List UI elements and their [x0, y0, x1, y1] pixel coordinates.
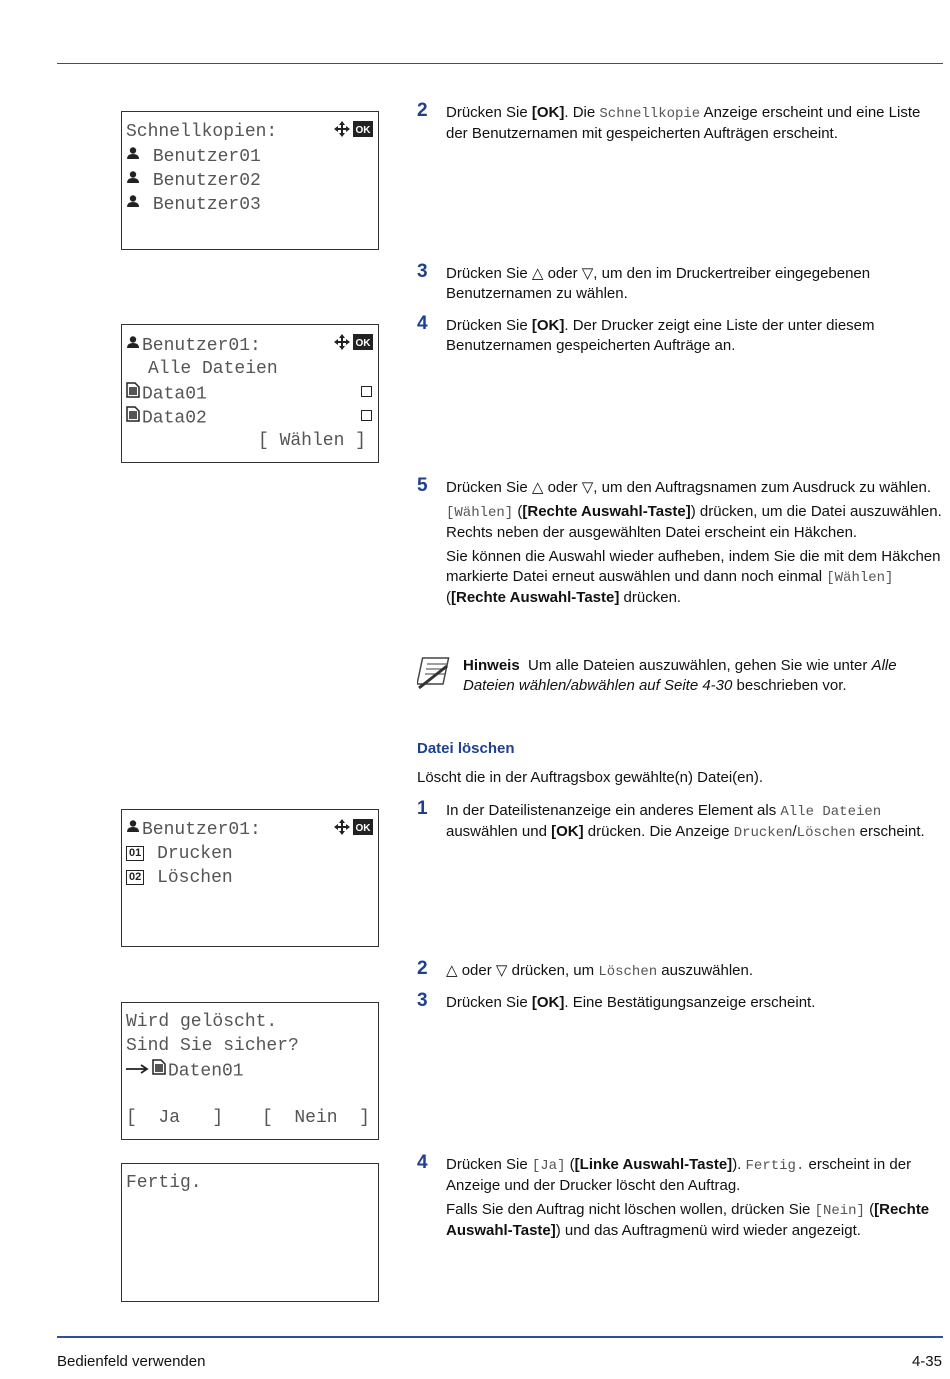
list-item: [126, 193, 261, 215]
file-name: Data02: [142, 408, 207, 429]
footer-section-title: Bedienfeld verwenden: [57, 1353, 206, 1370]
step-text: In der Dateilistenanzeige ein anderes Element als Alle Dateien auswählen und [OK] drücken. Die Anzeige Drucken/Löschen erscheint.: [446, 802, 925, 841]
step-paragraph: Falls Sie den Auftrag nicht löschen wollen, drücken Sie [Nein] ([Rechte Auswahl-Taste]) und das Auftragmenü wird wieder angezeigt.: [446, 1201, 930, 1239]
step-text: [446, 478, 942, 608]
step-text: [446, 1155, 942, 1241]
step-text: Drücken Sie △ oder ▽, um den im Druckertreiber eingegebenen Benutzernamen zu wählen.: [446, 265, 871, 302]
done-text: Fertig.: [126, 1173, 202, 1193]
step-number: 3: [417, 261, 428, 282]
all-files-item: Alle Dateien: [148, 359, 278, 379]
select-softkey: [ Wählen ]: [257, 431, 366, 451]
file-name: Data01: [142, 384, 207, 405]
document-icon: [152, 1059, 166, 1082]
document-icon: [126, 382, 140, 405]
yes-softkey: [ Ja ]: [126, 1108, 224, 1128]
menu-item-label: Drucken: [157, 844, 233, 864]
confirm-line-1: Wird gelöscht.: [126, 1012, 278, 1032]
menu-number-icon: 02: [126, 870, 144, 885]
step-paragraph: Drücken Sie [Ja] ([Linke Auswahl-Taste]). Fertig. erscheint in der Anzeige und der Drucker löscht den Auftrag.: [446, 1156, 912, 1194]
step-2-a: [417, 100, 942, 144]
list-item: [126, 169, 261, 191]
lcd-title: [126, 818, 261, 840]
step-paragraph: [Wählen] ([Rechte Auswahl-Taste]) drücken, um die Datei auszuwählen. Rechts neben der ausgewählten Datei erscheint ein Häkchen.: [446, 503, 942, 541]
step-number: 1: [417, 798, 428, 819]
step-text: Drücken Sie [OK]. Die Schnellkopie Anzeige erscheint und eine Liste der Benutzernamen mit gespeicherten Aufträgen erscheint.: [446, 104, 921, 142]
step-paragraph: Drücken Sie △ oder ▽, um den Auftragsnamen zum Ausdruck zu wählen.: [446, 479, 931, 496]
lcd-confirm: [121, 1002, 379, 1140]
step-number: 4: [417, 313, 428, 334]
arrow-right-icon: [126, 1060, 150, 1082]
delete-step-4: [417, 1152, 942, 1245]
list-item: [126, 145, 261, 167]
step-5: [417, 475, 942, 612]
menu-number-icon: 01: [126, 846, 144, 861]
step-number: 2: [417, 100, 428, 121]
section-intro: Löscht die in der Auftragsbox gewählte(n) Datei(en).: [417, 769, 764, 786]
nav-ok-icon: [334, 818, 374, 836]
no-softkey: [ Nein ]: [261, 1108, 370, 1128]
nav-ok-icon: [334, 120, 374, 138]
lcd-title: [126, 334, 261, 356]
checkbox-icon: [361, 382, 372, 404]
footer-rule: [57, 1336, 943, 1338]
note-icon: [417, 656, 457, 698]
step-number: 4: [417, 1152, 428, 1173]
checkbox-icon: [361, 406, 372, 428]
svg-text:OK: OK: [355, 823, 371, 834]
step-number: 2: [417, 958, 428, 979]
step-4-a: [417, 313, 942, 356]
user-name: Benutzer03: [152, 194, 261, 215]
page-number: 4-35: [911, 1353, 942, 1370]
lcd-title-text: Benutzer01:: [142, 335, 261, 356]
lcd-done: [121, 1163, 379, 1302]
user-icon: [126, 169, 140, 191]
user-icon: [126, 818, 140, 840]
lcd-user-files: [121, 324, 379, 463]
menu-item: [126, 867, 233, 889]
nav-ok-icon: [334, 333, 374, 351]
confirm-file: [126, 1059, 244, 1081]
lcd-title: Schnellkopien:: [126, 122, 278, 142]
lcd-title-text: Benutzer01:: [142, 819, 261, 840]
user-name: Benutzer02: [152, 170, 261, 191]
step-number: 3: [417, 990, 428, 1011]
user-icon: [126, 193, 140, 215]
delete-step-1: [417, 798, 942, 843]
section-heading: Datei löschen: [417, 740, 515, 757]
step-3-a: [417, 261, 942, 304]
delete-step-2: [417, 958, 942, 982]
file-name: Daten01: [168, 1061, 244, 1082]
svg-text:OK: OK: [355, 338, 371, 349]
lcd-quick-copy: [121, 111, 379, 250]
svg-text:OK: OK: [355, 125, 371, 136]
file-item: [126, 382, 207, 404]
confirm-line-2: Sind Sie sicher?: [126, 1036, 299, 1056]
step-text: Drücken Sie [OK]. Der Drucker zeigt eine Liste der unter diesem Benutzernamen gespeicherten Aufträge an.: [446, 317, 875, 354]
user-icon: [126, 334, 140, 356]
note-text: Hinweis Um alle Dateien auszuwählen, gehen Sie wie unter Alle Dateien wählen/abwählen auf Seite 4-30 beschrieben vor.: [463, 657, 897, 694]
menu-item: [126, 843, 233, 865]
file-item: [126, 406, 207, 428]
delete-step-3: [417, 990, 942, 1013]
lcd-user-menu: [121, 809, 379, 947]
step-paragraph: Sie können die Auswahl wieder aufheben, indem Sie die mit dem Häkchen markierte Datei erneut auswählen und dann noch einmal [Wählen] ([Rechte Auswahl-Taste] drücken.: [446, 548, 941, 606]
note-box: [417, 656, 942, 696]
user-name: Benutzer01: [152, 146, 261, 167]
user-icon: [126, 145, 140, 167]
step-text: Drücken Sie [OK]. Eine Bestätigungsanzeige erscheint.: [446, 994, 816, 1011]
step-number: 5: [417, 475, 428, 496]
menu-item-label: Löschen: [157, 868, 233, 888]
document-icon: [126, 406, 140, 429]
header-rule: [57, 63, 943, 64]
step-text: △ oder ▽ drücken, um Löschen auszuwählen.: [446, 962, 754, 980]
